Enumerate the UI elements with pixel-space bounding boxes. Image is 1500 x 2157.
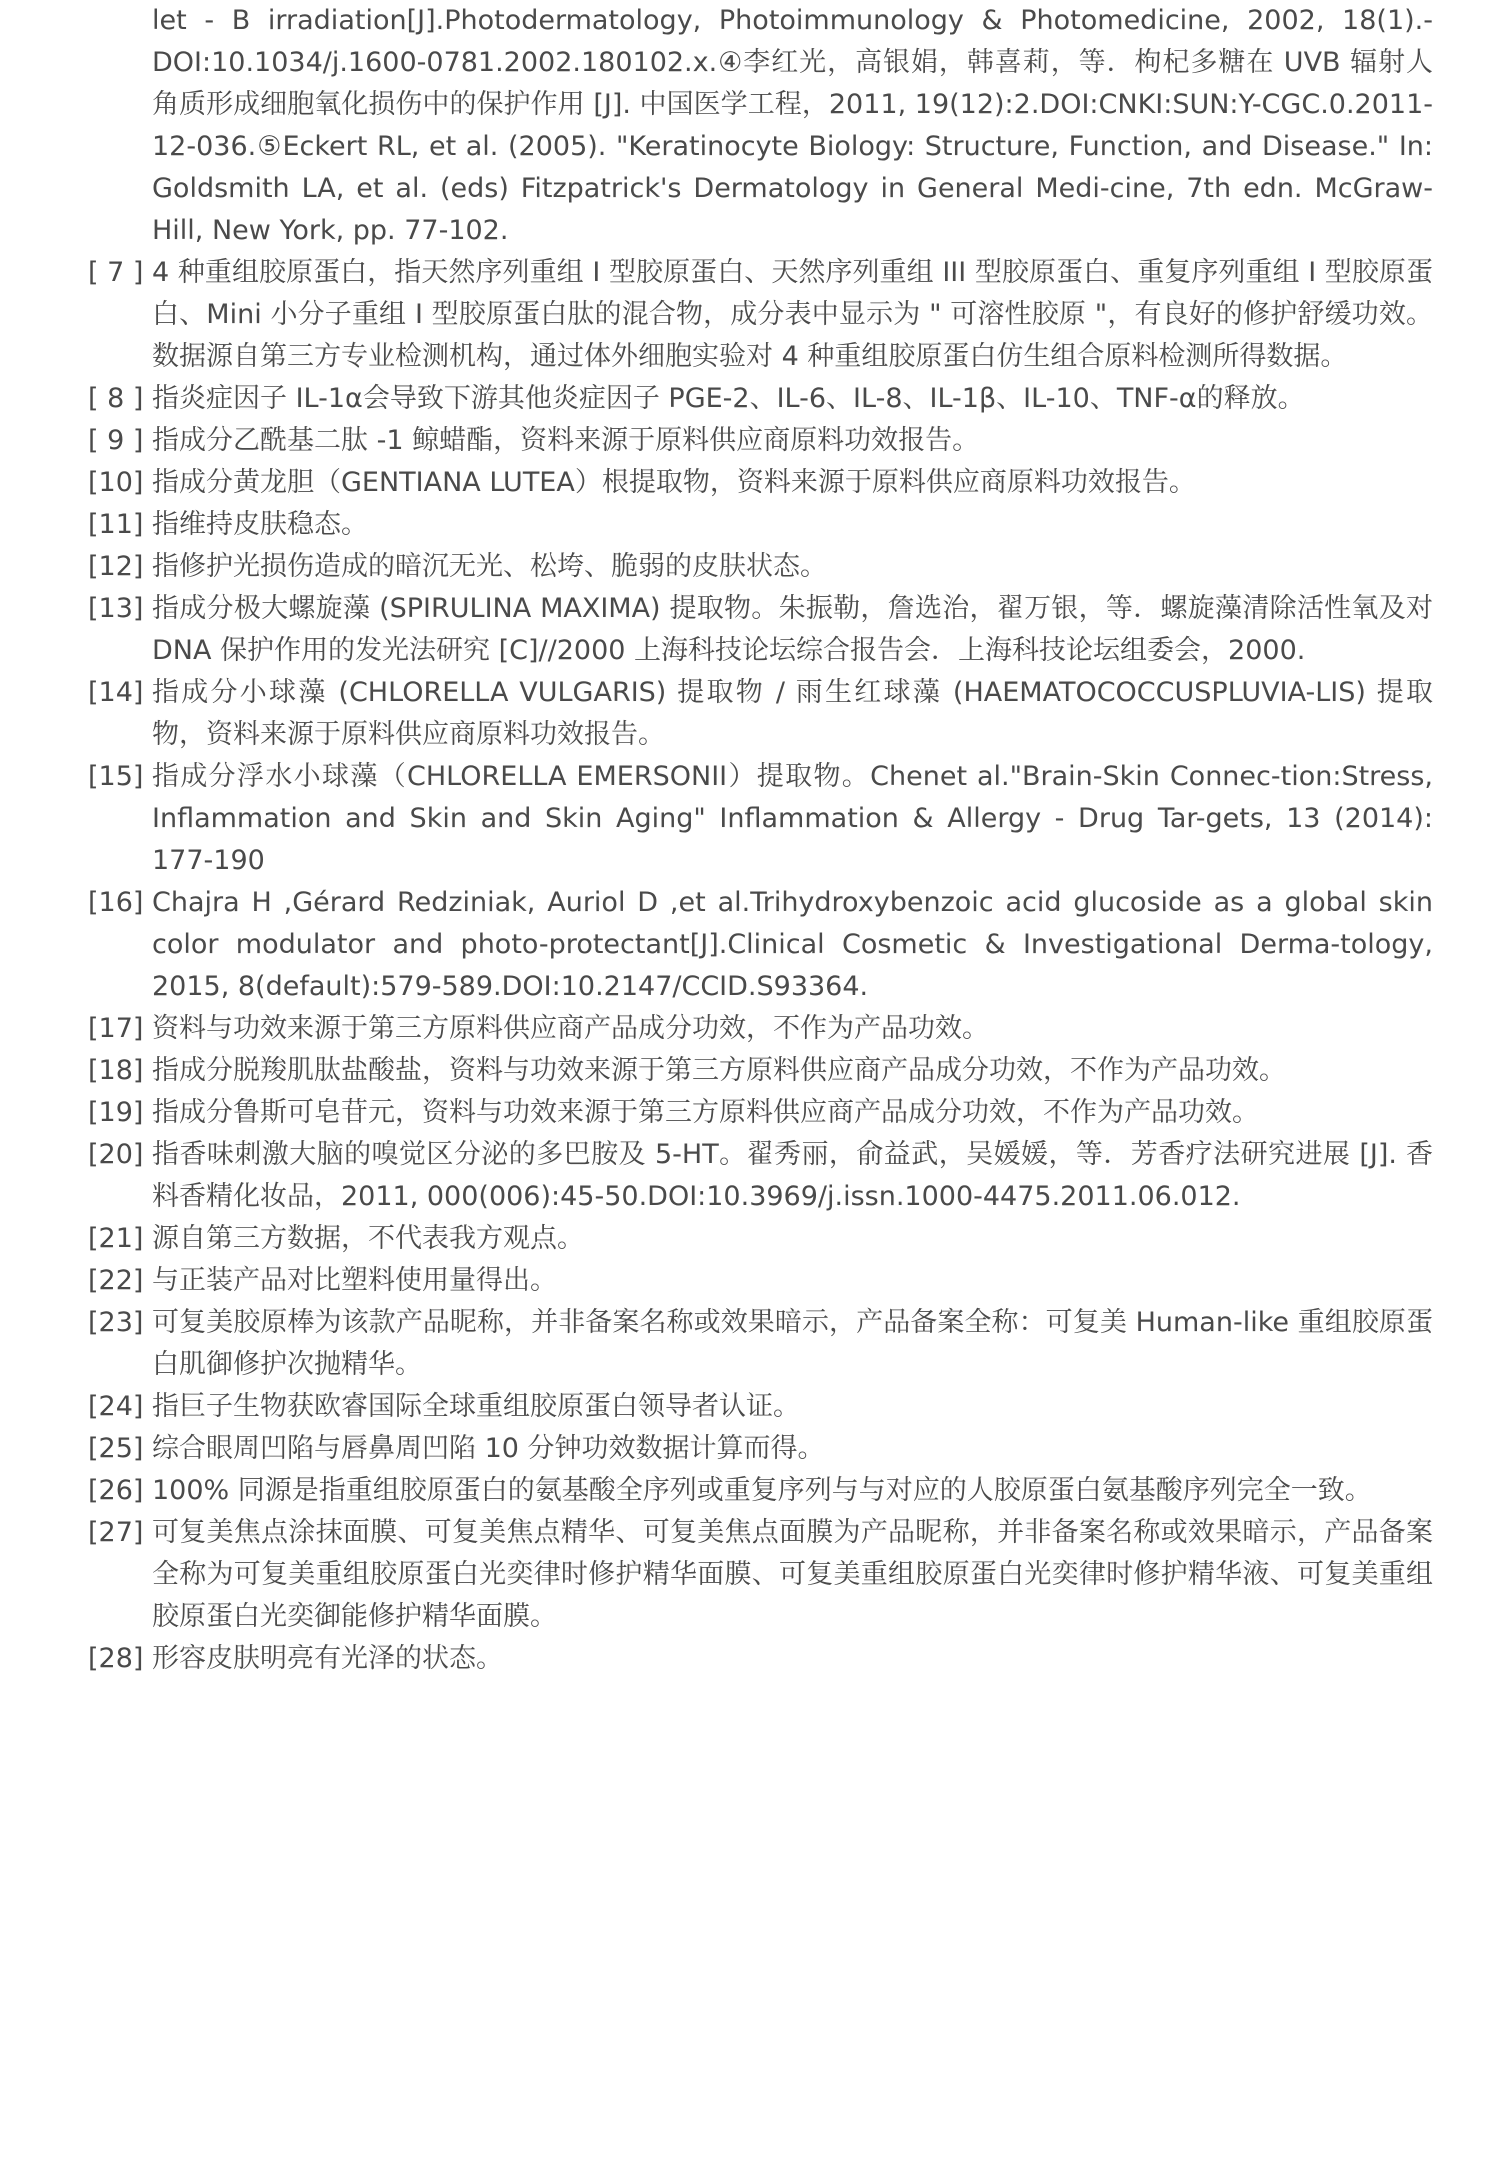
footnote-number: [12] [88, 551, 144, 582]
footnote-23 [88, 1302, 1433, 1386]
footnote-19 [88, 1092, 1433, 1134]
footnote-number: [21] [88, 1223, 144, 1254]
footnote-number: [17] [88, 1013, 144, 1044]
footnote-number: [15] [88, 761, 144, 792]
footnote-number: [26] [88, 1475, 144, 1506]
footnote-number: [27] [88, 1517, 144, 1548]
footnote-text: 指维持皮肤稳态。 [152, 509, 368, 540]
footnote-number: [13] [88, 593, 144, 624]
footnote-15 [88, 756, 1433, 882]
footnote-number: [16] [88, 887, 144, 918]
footnote-number: [28] [88, 1643, 144, 1674]
footnote-text: Chajra H ,Gérard Redziniak, Auriol D ,et al.Trihydroxybenzoic acid glucoside as a global skin color modulator and photo-protectant[J].Clinical Cosmetic & Investigational Derma-tology, 2015, 8(default):579-589.DOI:10.2147/CCID.S93364. [152, 887, 1433, 1002]
footnote-26 [88, 1470, 1433, 1512]
footnote-text: 4 种重组胶原蛋白，指天然序列重组 I 型胶原蛋白、天然序列重组 III 型胶原蛋白、重复序列重组 I 型胶原蛋白、Mini 小分子重组 I 型胶原蛋白肽的混合物，成分表中显示为 " 可溶性胶原 "，有良好的修护舒缓功效。数据源自第三方专业检测机构，通过体外细胞实验对 4 种重组胶原蛋白仿生组合原料检测所得数据。 [152, 257, 1433, 372]
footnote-text: 指成分黄龙胆（GENTIANA LUTEA）根提取物，资料来源于原料供应商原料功效报告。 [152, 467, 1196, 498]
footnote-number: [11] [88, 509, 144, 540]
footnote-text: 指炎症因子 IL-1α会导致下游其他炎症因子 PGE-2、IL-6、IL-8、IL-1β、IL-10、TNF-α的释放。 [152, 383, 1305, 414]
footnote-list [88, 0, 1433, 1680]
footnote-continued [88, 0, 1433, 252]
footnote-21 [88, 1218, 1433, 1260]
footnote-text: 指成分脱羧肌肽盐酸盐，资料与功效来源于第三方原料供应商产品成分功效，不作为产品功效。 [152, 1055, 1286, 1086]
footnote-28 [88, 1638, 1433, 1680]
footnote-text: 指成分极大螺旋藻 (SPIRULINA MAXIMA) 提取物。朱振勒，詹选治，翟万银，等．螺旋藻清除活性氧及对 DNA 保护作用的发光法研究 [C]//2000 上海科技论坛综合报告会．上海科技论坛组委会，2000. [152, 593, 1433, 666]
footnote-text: 形容皮肤明亮有光泽的状态。 [152, 1643, 503, 1674]
footnote-number: [23] [88, 1307, 144, 1338]
footnote-text: 指香味刺激大脑的嗅觉区分泌的多巴胺及 5-HT。翟秀丽，俞益武，吴媛媛，等．芳香疗法研究进展 [J]. 香料香精化妆品，2011, 000(006):45-50.DOI:10.3969/j.issn.1000-4475.2011.06.012. [152, 1139, 1433, 1212]
footnote-number: [ 7 ] [88, 257, 144, 288]
footnote-number: [18] [88, 1055, 144, 1086]
footnote-22 [88, 1260, 1433, 1302]
footnote-text: 可复美焦点涂抹面膜、可复美焦点精华、可复美焦点面膜为产品昵称，并非备案名称或效果暗示，产品备案全称为可复美重组胶原蛋白光奕律时修护精华面膜、可复美重组胶原蛋白光奕律时修护精华液、可复美重组胶原蛋白光奕御能修护精华面膜。 [152, 1517, 1433, 1632]
footnote-12 [88, 546, 1433, 588]
footnote-text: let - B irradiation[J].Photodermatology, Photoimmunology & Photomedicine, 2002, 18(1).-DOI:10.1034/j.1600-0781.2002.180102.x.④李红光，高银娟，韩喜莉，等．枸杞多糖在 UVB 辐射人角质形成细胞氧化损伤中的保护作用 [J]. 中国医学工程，2011, 19(12):2.DOI:CNKI:SUN:Y-CGC.0.2011-12-036.⑤Eckert RL, et al. (2005). "Keratinocyte Biology: Structure, Function, and Disease." In: Goldsmith LA, et al. (eds) Fitzpatrick's Dermatology in General Medi-cine, 7th edn. McGraw-Hill, New York, pp. 77-102. [152, 5, 1433, 246]
footnote-10 [88, 462, 1433, 504]
footnote-number: [ 9 ] [88, 425, 144, 456]
footnote-number: [19] [88, 1097, 144, 1128]
footnote-20 [88, 1134, 1433, 1218]
footnote-text: 指成分小球藻 (CHLORELLA VULGARIS) 提取物 / 雨生红球藻 (HAEMATOCOCCUSPLUVIA-LIS) 提取物，资料来源于原料供应商原料功效报告。 [152, 677, 1433, 750]
footnote-16 [88, 882, 1433, 1008]
footnote-number: [25] [88, 1433, 144, 1464]
footnote-text: 源自第三方数据，不代表我方观点。 [152, 1223, 584, 1254]
footnote-text: 100% 同源是指重组胶原蛋白的氨基酸全序列或重复序列与与对应的人胶原蛋白氨基酸序列完全一致。 [152, 1475, 1372, 1506]
footnote-24 [88, 1386, 1433, 1428]
footnote-text: 综合眼周凹陷与唇鼻周凹陷 10 分钟功效数据计算而得。 [152, 1433, 825, 1464]
footnote-number: [14] [88, 677, 144, 708]
footnote-14 [88, 672, 1433, 756]
footnote-7 [88, 252, 1433, 378]
footnote-number: [20] [88, 1139, 144, 1170]
footnote-text: 可复美胶原棒为该款产品昵称，并非备案名称或效果暗示，产品备案全称：可复美 Human-like 重组胶原蛋白肌御修护次抛精华。 [152, 1307, 1433, 1380]
footnote-text: 指成分乙酰基二肽 -1 鲸蜡酯，资料来源于原料供应商原料功效报告。 [152, 425, 980, 456]
footnote-27 [88, 1512, 1433, 1638]
footnote-17 [88, 1008, 1433, 1050]
footnote-text: 指修护光损伤造成的暗沉无光、松垮、脆弱的皮肤状态。 [152, 551, 827, 582]
footnote-11 [88, 504, 1433, 546]
footnote-text: 资料与功效来源于第三方原料供应商产品成分功效，不作为产品功效。 [152, 1013, 989, 1044]
footnote-9 [88, 420, 1433, 462]
footnote-number: [24] [88, 1391, 144, 1422]
footnote-text: 与正装产品对比塑料使用量得出。 [152, 1265, 557, 1296]
footnote-number: [10] [88, 467, 144, 498]
footnote-18 [88, 1050, 1433, 1092]
footnote-8 [88, 378, 1433, 420]
footnote-13 [88, 588, 1433, 672]
footnote-25 [88, 1428, 1433, 1470]
footnote-text: 指巨子生物获欧睿国际全球重组胶原蛋白领导者认证。 [152, 1391, 800, 1422]
footnote-number: [22] [88, 1265, 144, 1296]
footnote-number: [ 8 ] [88, 383, 144, 414]
footnote-text: 指成分浮水小球藻（CHLORELLA EMERSONII）提取物。Chenet al."Brain-Skin Connec-tion:Stress, Inflammation and Skin and Skin Aging" Inflammation & Allergy - Drug Tar-gets, 13 (2014): 177-190 [152, 761, 1433, 876]
footnote-text: 指成分鲁斯可皂苷元，资料与功效来源于第三方原料供应商产品成分功效，不作为产品功效。 [152, 1097, 1259, 1128]
